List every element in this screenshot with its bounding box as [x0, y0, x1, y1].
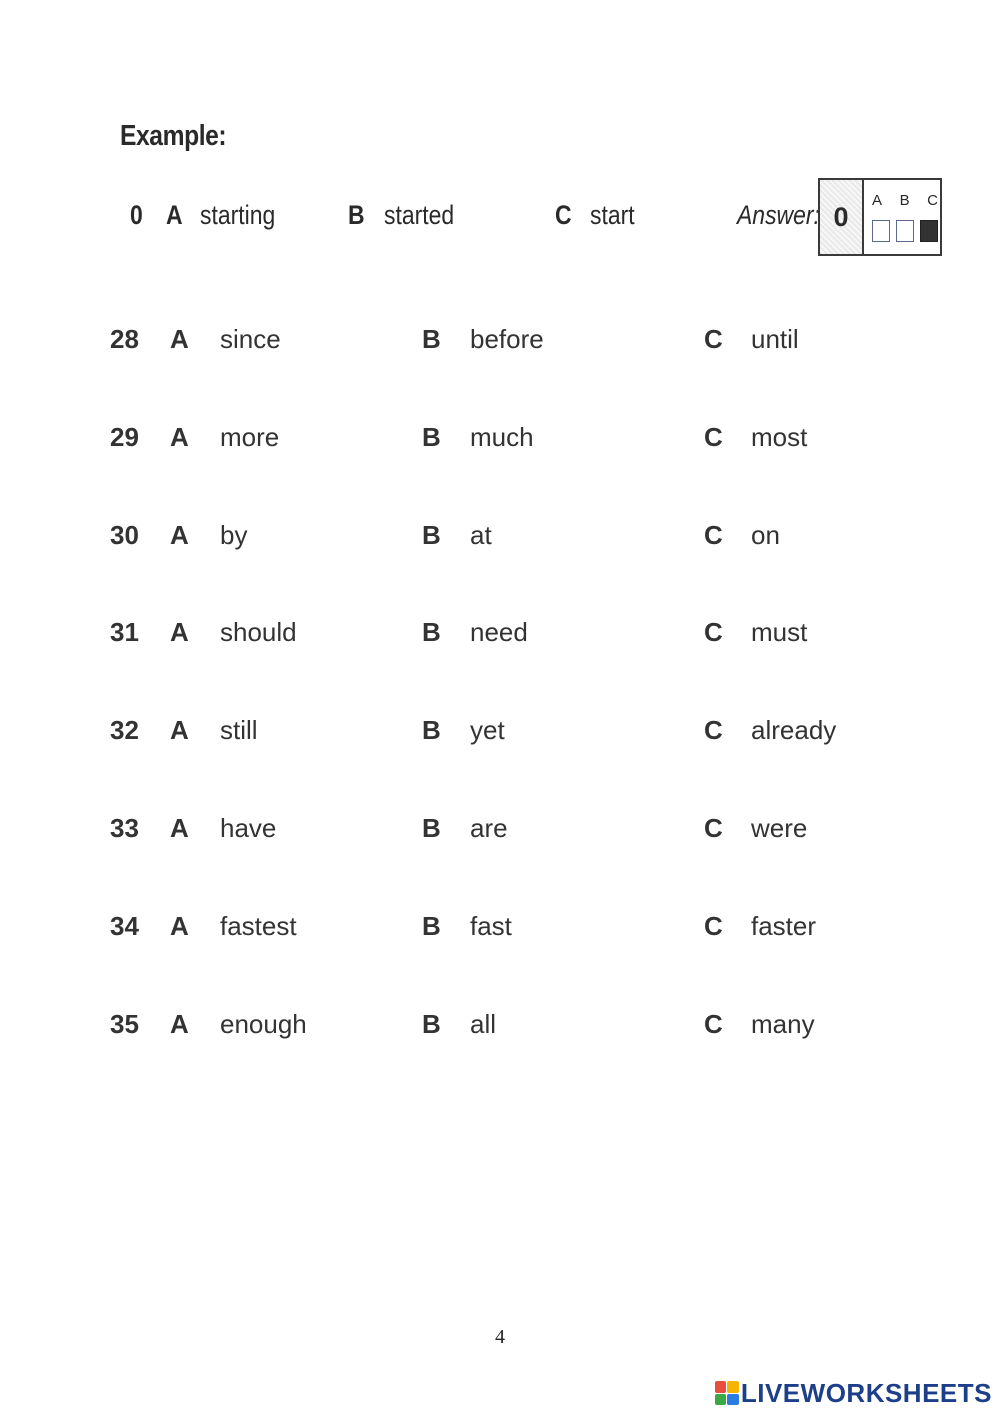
question-row-28: [0, 324, 1000, 364]
question-number: 31: [110, 617, 139, 647]
option-a-letter: A: [170, 715, 189, 745]
option-b[interactable]: much: [470, 422, 534, 452]
example-option-a-letter: A: [166, 200, 183, 230]
question-number: 35: [110, 1009, 139, 1039]
option-a-letter: A: [170, 324, 189, 354]
answer-box-letter-a: A: [872, 192, 883, 209]
example-title: Example:: [120, 120, 227, 152]
option-a-letter: A: [170, 1009, 189, 1039]
example-option-b-letter: B: [348, 200, 365, 230]
page-number: 4: [495, 1326, 505, 1348]
option-c-letter: C: [704, 617, 723, 647]
example-answer-label: Answer:: [737, 200, 820, 230]
logo-square-blue: [727, 1394, 739, 1406]
question-row-31: [0, 617, 1000, 657]
option-c[interactable]: already: [751, 715, 837, 745]
question-row-30: [0, 520, 1000, 560]
option-c-letter: C: [704, 324, 723, 354]
option-a[interactable]: by: [220, 520, 248, 550]
answer-box-letters: [872, 192, 938, 209]
answer-mark-c: [920, 220, 938, 242]
answer-mark-b: [896, 220, 914, 242]
option-a-letter: A: [170, 422, 189, 452]
example-number: 0: [130, 200, 143, 230]
option-c[interactable]: were: [751, 813, 808, 843]
option-c-letter: C: [704, 911, 723, 941]
option-b[interactable]: need: [470, 617, 528, 647]
option-c[interactable]: faster: [751, 911, 817, 941]
answer-box-letter-b: B: [899, 192, 910, 209]
option-b-letter: B: [422, 324, 441, 354]
logo-square-green: [715, 1394, 727, 1406]
question-row-29: [0, 422, 1000, 462]
answer-mark-a: [872, 220, 890, 242]
option-b[interactable]: are: [470, 813, 508, 843]
option-a[interactable]: still: [220, 715, 258, 745]
question-number: 29: [110, 422, 139, 452]
option-b-letter: B: [422, 617, 441, 647]
example-option-c: start: [590, 200, 635, 230]
option-c-letter: C: [704, 422, 723, 452]
option-a[interactable]: enough: [220, 1009, 307, 1039]
option-b-letter: B: [422, 813, 441, 843]
option-b[interactable]: at: [470, 520, 492, 550]
option-b[interactable]: before: [470, 324, 544, 354]
option-a-letter: A: [170, 911, 189, 941]
question-number: 34: [110, 911, 139, 941]
option-b[interactable]: yet: [470, 715, 505, 745]
option-c[interactable]: most: [751, 422, 808, 452]
question-number: 33: [110, 813, 139, 843]
option-c[interactable]: until: [751, 324, 799, 354]
example-answer-box: [818, 178, 942, 256]
question-row-33: [0, 813, 1000, 853]
liveworksheets-wordmark: LIVEWORKSHEETS: [740, 1377, 992, 1408]
option-b-letter: B: [422, 715, 441, 745]
question-number: 32: [110, 715, 139, 745]
example-option-c-letter: C: [555, 200, 572, 230]
answer-box-marks: [872, 220, 938, 242]
option-c[interactable]: many: [751, 1009, 815, 1039]
question-row-32: [0, 715, 1000, 755]
option-b-letter: B: [422, 520, 441, 550]
logo-square-red: [715, 1381, 727, 1393]
question-row-34: [0, 911, 1000, 951]
answer-box-letter-c: C: [927, 192, 938, 209]
option-c-letter: C: [704, 1009, 723, 1039]
option-a[interactable]: have: [220, 813, 277, 843]
option-a[interactable]: should: [220, 617, 297, 647]
logo-square-yellow: [727, 1381, 739, 1393]
option-c[interactable]: must: [751, 617, 808, 647]
option-b[interactable]: all: [470, 1009, 497, 1039]
option-a[interactable]: more: [220, 422, 280, 452]
option-c[interactable]: on: [751, 520, 780, 550]
question-number: 30: [110, 520, 139, 550]
example-option-b: started: [384, 200, 455, 230]
question-row-35: [0, 1009, 1000, 1049]
option-a-letter: A: [170, 617, 189, 647]
option-b-letter: B: [422, 422, 441, 452]
option-a[interactable]: fastest: [220, 911, 297, 941]
option-c-letter: C: [704, 813, 723, 843]
option-b[interactable]: fast: [470, 911, 512, 941]
answer-box-number: 0: [820, 180, 864, 254]
option-a[interactable]: since: [220, 324, 281, 354]
liveworksheets-logo[interactable]: [715, 1378, 992, 1408]
option-c-letter: C: [704, 715, 723, 745]
liveworksheets-icon: [715, 1381, 739, 1405]
option-b-letter: B: [422, 911, 441, 941]
option-b-letter: B: [422, 1009, 441, 1039]
option-a-letter: A: [170, 520, 189, 550]
question-number: 28: [110, 324, 139, 354]
option-a-letter: A: [170, 813, 189, 843]
example-option-a: starting: [200, 200, 276, 230]
option-c-letter: C: [704, 520, 723, 550]
